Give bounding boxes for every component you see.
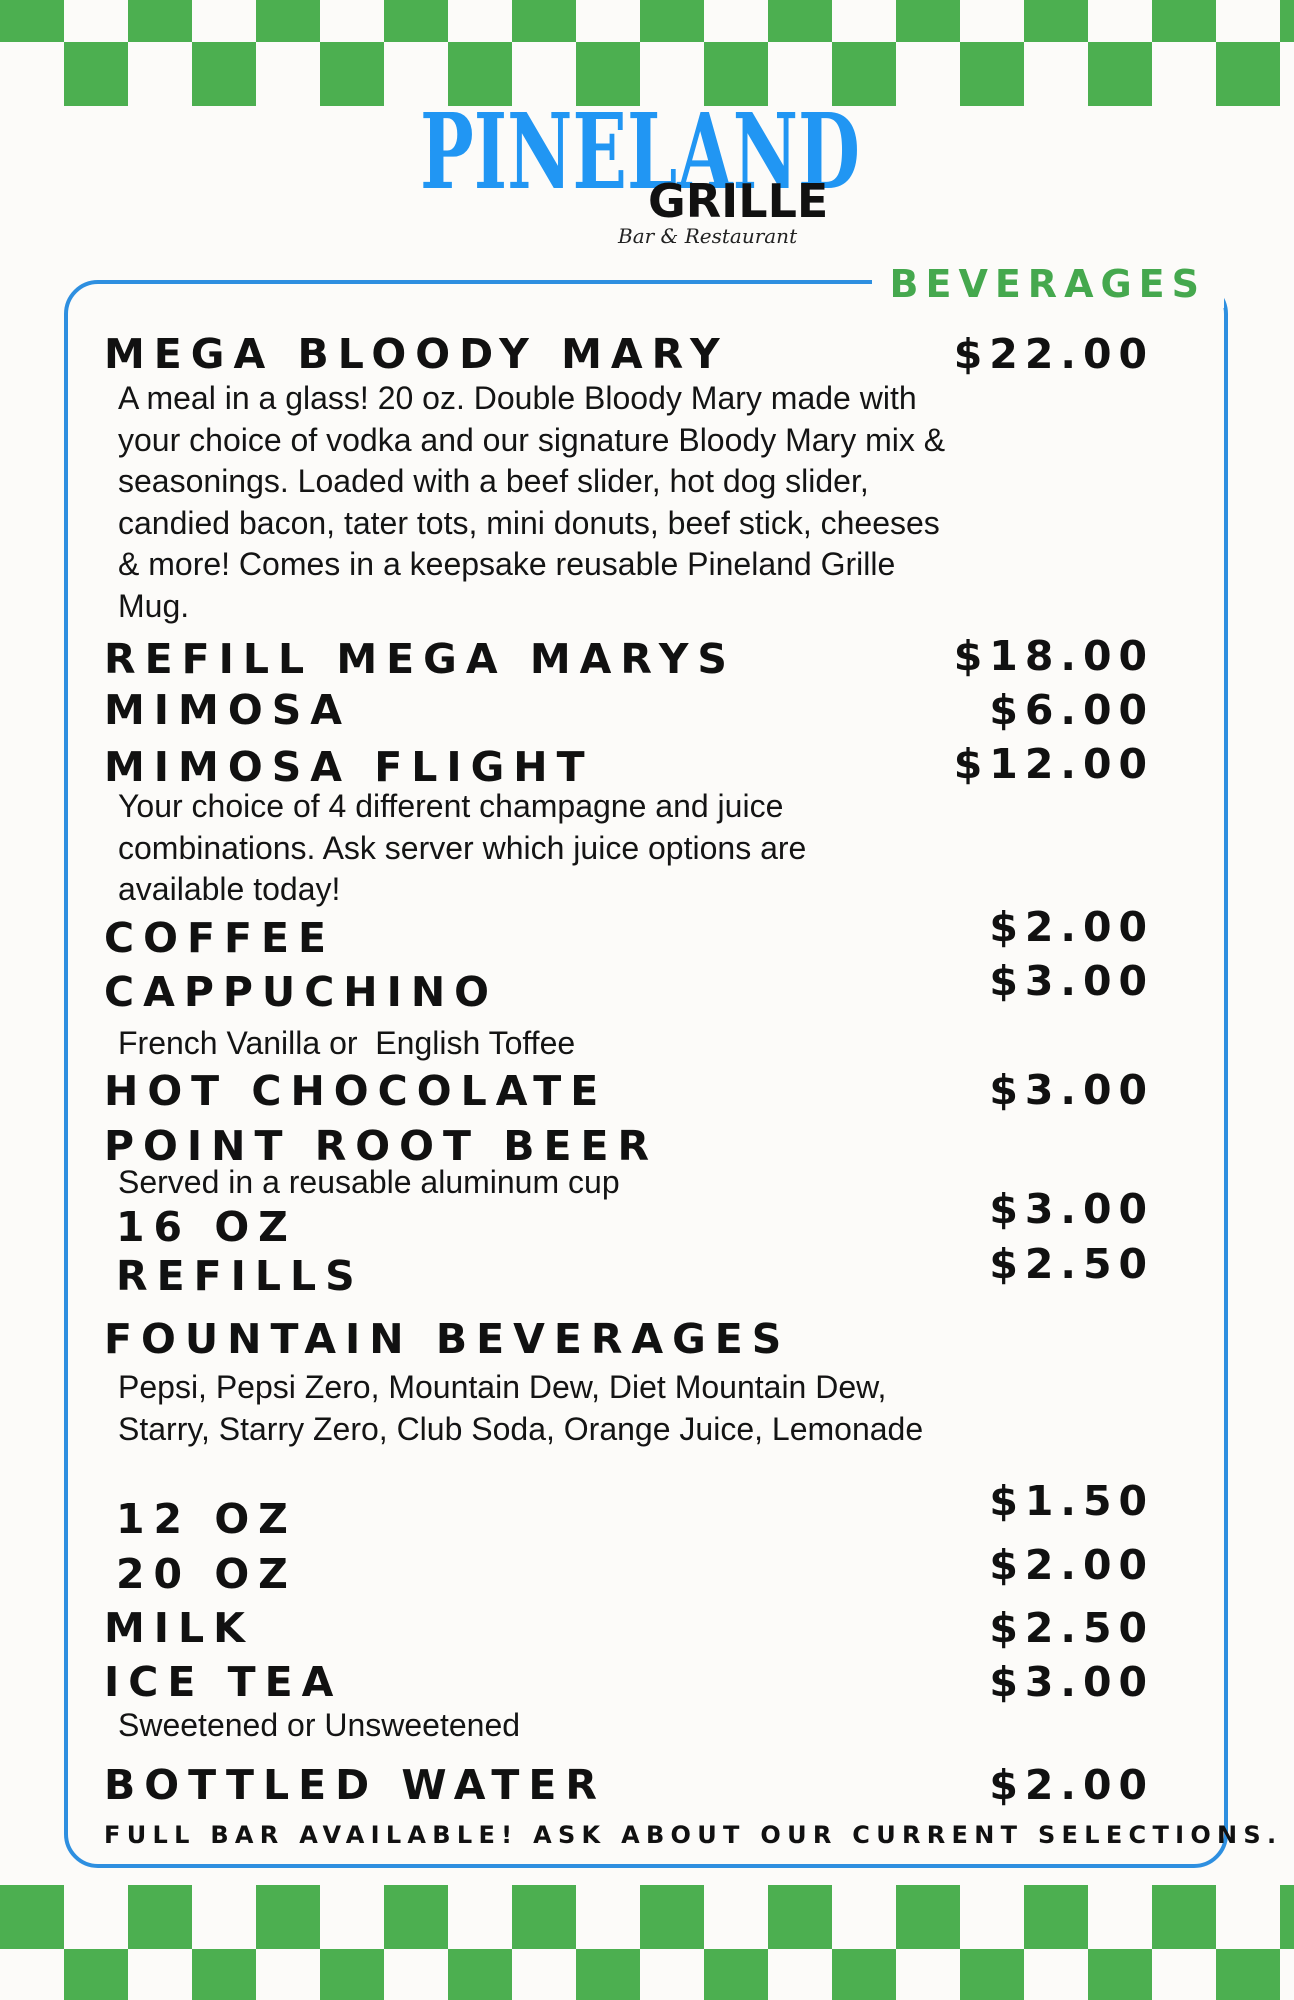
item-name-cappuchino: CAPPUCHINO: [104, 968, 499, 1016]
item-name-bottled-water: BOTTLED WATER: [104, 1761, 606, 1809]
section-title: BEVERAGES: [872, 260, 1224, 308]
item-name-mimosa-flight: MIMOSA FLIGHT: [104, 743, 594, 791]
checker-square: [1216, 1949, 1280, 2000]
item-name-refill-mega-marys: REFILL MEGA MARYS: [104, 635, 736, 683]
price-root-beer-refills: $2.50: [989, 1240, 1154, 1288]
size-name-root-beer-refills: REFILLS: [116, 1252, 364, 1300]
bottom-checker-border: [0, 1885, 1294, 2000]
checker-square: [896, 0, 960, 42]
checker-square: [1024, 1885, 1088, 1949]
checker-square: [128, 0, 192, 42]
price-cappuchino: $3.00: [989, 957, 1154, 1005]
size-name-root-beer-16oz: 16 OZ: [116, 1203, 297, 1251]
desc-mimosa-flight: Your choice of 4 different champagne and juice combinations. Ask server which juice options are available today!: [118, 788, 807, 907]
price-root-beer-16oz: $3.00: [989, 1185, 1154, 1233]
checker-square: [576, 1949, 640, 2000]
checker-square: [960, 1949, 1024, 2000]
logo-brand-name: PINELAND: [420, 90, 860, 213]
checker-square: [1152, 0, 1216, 42]
restaurant-logo: [0, 70, 1294, 260]
checker-square: [640, 1885, 704, 1949]
full-bar-note: FULL BAR AVAILABLE! ASK ABOUT OUR CURRENT SELECTIONS.: [104, 1821, 1283, 1849]
price-milk: $2.50: [989, 1604, 1154, 1652]
item-name-ice-tea: ICE TEA: [104, 1658, 343, 1706]
checker-square: [512, 1885, 576, 1949]
price-mimosa-flight: $12.00: [953, 740, 1154, 788]
checker-square: [640, 0, 704, 42]
checker-square: [128, 1885, 192, 1949]
price-coffee: $2.00: [989, 903, 1154, 951]
logo-subname: GRILLE: [648, 174, 829, 228]
checker-square: [896, 1885, 960, 1949]
checker-square: [1024, 0, 1088, 42]
price-fountain-20oz: $2.00: [989, 1541, 1154, 1589]
size-name-fountain-20oz: 20 OZ: [116, 1550, 297, 1598]
item-name-point-root-beer: POINT ROOT BEER: [104, 1122, 659, 1170]
checker-square: [384, 1885, 448, 1949]
checker-square: [256, 1885, 320, 1949]
desc-mega-bloody-mary: A meal in a glass! 20 oz. Double Bloody Mary made with your choice of vodka and our signature Bloody Mary mix & seasonings. Loaded with a beef slider, hot dog slider, candied bacon, tater tots, mini donuts, beef stick, cheeses & more! Comes in a keepsake reusable Pineland Grille Mug.: [118, 380, 946, 624]
price-fountain-12oz: $1.50: [989, 1477, 1154, 1525]
checker-square: [768, 1885, 832, 1949]
price-mimosa: $6.00: [989, 686, 1154, 734]
checker-square: [1280, 1885, 1294, 1949]
checker-square: [1088, 1949, 1152, 2000]
desc-cappuchino: French Vanilla or English Toffee: [118, 1025, 576, 1061]
price-ice-tea: $3.00: [989, 1658, 1154, 1706]
checker-square: [512, 0, 576, 42]
desc-fountain-beverages: Pepsi, Pepsi Zero, Mountain Dew, Diet Mountain Dew, Starry, Starry Zero, Club Soda, Orange Juice, Lemonade: [118, 1369, 924, 1447]
desc-ice-tea: Sweetened or Unsweetened: [118, 1707, 521, 1743]
price-mega-bloody-mary: $22.00: [953, 330, 1154, 378]
checker-square: [832, 1949, 896, 2000]
checker-square: [320, 1949, 384, 2000]
logo-tagline: Bar & Restaurant: [618, 224, 798, 248]
item-name-mimosa: MIMOSA: [104, 686, 351, 734]
item-name-coffee: COFFEE: [104, 914, 335, 962]
checker-square: [704, 1949, 768, 2000]
checker-square: [448, 1949, 512, 2000]
checker-square: [0, 0, 64, 42]
price-bottled-water: $2.00: [989, 1761, 1154, 1809]
checker-square: [256, 0, 320, 42]
checker-square: [192, 1949, 256, 2000]
item-name-milk: MILK: [104, 1604, 254, 1652]
checker-square: [1280, 0, 1294, 42]
checker-square: [0, 1885, 64, 1949]
size-name-fountain-12oz: 12 OZ: [116, 1495, 297, 1543]
desc-point-root-beer: Served in a reusable aluminum cup: [118, 1164, 620, 1200]
logo-graphic: [390, 70, 890, 260]
price-hot-chocolate: $3.00: [989, 1066, 1154, 1114]
price-refill-mega-marys: $18.00: [953, 632, 1154, 680]
checker-square: [64, 1949, 128, 2000]
checker-square: [768, 0, 832, 42]
item-name-hot-chocolate: HOT CHOCOLATE: [104, 1067, 608, 1115]
item-name-mega-bloody-mary: MEGA BLOODY MARY: [104, 330, 729, 378]
item-name-fountain-beverages: FOUNTAIN BEVERAGES: [104, 1315, 791, 1363]
checker-square: [1152, 1885, 1216, 1949]
checker-square: [384, 0, 448, 42]
